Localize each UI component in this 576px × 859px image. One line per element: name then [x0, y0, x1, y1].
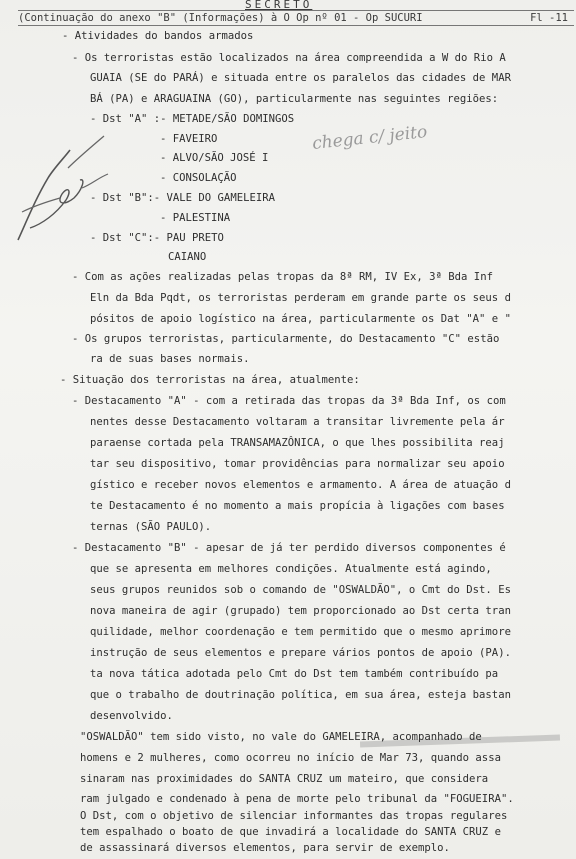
text-line: nova maneira de agir (grupado) tem proporcionado ao Dst certa tran	[90, 605, 511, 617]
text-line: - PALESTINA	[160, 212, 231, 224]
text-line: que o trabalho de doutrinação política, em sua área, esteja bastan	[90, 689, 511, 701]
text-line: homens e 2 mulheres, como ocorreu no início de Mar 73, quando assa	[80, 752, 501, 764]
text-line: desenvolvido.	[90, 710, 173, 722]
page-header	[18, 10, 574, 26]
text-line: tem espalhado o boato de que invadirá a localidade do SANTA CRUZ e	[80, 826, 501, 838]
text-line: - Dst "B":- VALE DO GAMELEIRA	[90, 192, 275, 204]
text-line: - FAVEIRO	[160, 133, 218, 145]
text-line: - Destacamento "A" - com a retirada das tropas da 3ª Bda Inf, os com	[72, 395, 506, 407]
text-line: te Destacamento é no momento a mais propícia à ligações com bases	[90, 500, 505, 512]
text-line: - Atividades do bandos armados	[62, 30, 254, 42]
handwritten-signature	[8, 128, 118, 248]
text-line: ta nova tática adotada pelo Cmt do Dst tem também contribuído pa	[90, 668, 499, 680]
text-line: de assassinará diversos elementos, para servir de exemplo.	[80, 842, 450, 854]
text-line: - Dst "A" :- METADE/SÃO DOMINGOS	[90, 113, 295, 125]
text-line: instrução de seus elementos e prepare vários pontos de apoio (PA).	[90, 647, 511, 659]
page-number: Fl -11	[530, 12, 568, 24]
text-line: quilidade, melhor coordenação e tem permitido que o mesmo aprimore	[90, 626, 511, 638]
text-line: ram julgado e condenado à pena de morte pelo tribunal da "FOGUEIRA".	[80, 793, 514, 805]
text-line: BÁ (PA) e ARAGUAINA (GO), particularmente nas seguintes regiões:	[90, 93, 499, 105]
text-line: O Dst, com o objetivo de silenciar informantes das tropas regulares	[80, 810, 508, 822]
text-line: pósitos de apoio logístico na área, particularmente os Dat "A" e "	[90, 313, 511, 325]
text-line: - Situação dos terroristas na área, atualmente:	[60, 374, 360, 386]
text-line: - CONSOLAÇÃO	[160, 172, 237, 184]
text-line: tar seu dispositivo, tomar providências para normalizar seu apoio	[90, 458, 505, 470]
text-line: "OSWALDÃO" tem sido visto, no vale do GAMELEIRA, acompanhado de	[80, 731, 482, 743]
text-line: - Os grupos terroristas, particularmente, do Destacamento "C" estão	[72, 333, 500, 345]
text-line: seus grupos reunidos sob o comando de "OSWALDÃO", o Cmt do Dst. Es	[90, 584, 511, 596]
text-line: - Os terroristas estão localizados na área compreendida a W do Rio A	[72, 52, 506, 64]
text-line: Eln da Bda Pqdt, os terroristas perderam em grande parte os seus d	[90, 292, 511, 304]
text-line: que se apresenta em melhores condições. Atualmente está agindo,	[90, 563, 492, 575]
text-line: paraense cortada pela TRANSAMAZÔNICA, o que lhes possibilita reaj	[90, 437, 505, 449]
text-line: - ALVO/SÃO JOSÉ I	[160, 152, 269, 164]
handwritten-annotation: chega c/ jeito	[311, 122, 429, 154]
text-line: ternas (SÃO PAULO).	[90, 521, 212, 533]
classification-stamp: SECRETO	[245, 0, 313, 11]
text-line: nentes desse Destacamento voltaram a transitar livremente pela ár	[90, 416, 505, 428]
text-line: CAIANO	[168, 251, 207, 263]
text-line: sinaram nas proximidades do SANTA CRUZ um mateiro, que considera	[80, 773, 489, 785]
text-line: ra de suas bases normais.	[90, 353, 250, 365]
text-line: gístico e receber novos elementos e armamento. A área de atuação d	[90, 479, 511, 491]
text-line: GUAIA (SE do PARÁ) e situada entre os paralelos das cidades de MAR	[90, 72, 511, 84]
text-line: - Destacamento "B" - apesar de já ter perdido diversos componentes é	[72, 542, 506, 554]
text-line: - Dst "C":- PAU PRETO	[90, 232, 224, 244]
header-reference: (Continuação do anexo "B" (Informações) à O Op nº 01 - Op SUCURI	[18, 12, 423, 24]
text-line: - Com as ações realizadas pelas tropas da 8ª RM, IV Ex, 3ª Bda Inf	[72, 271, 493, 283]
